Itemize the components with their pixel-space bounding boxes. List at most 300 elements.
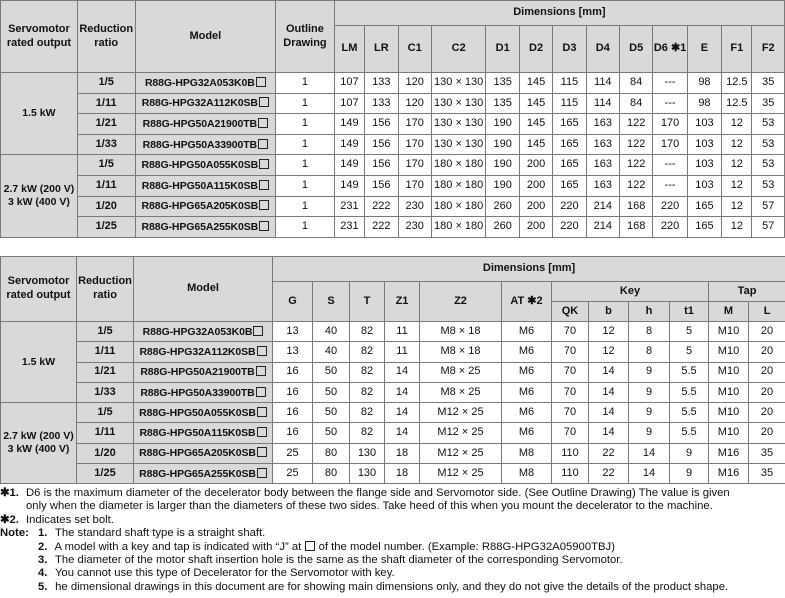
value-cell: 5.5: [670, 382, 709, 402]
value-cell-d2: 200: [519, 217, 552, 238]
value-cell: 35: [749, 464, 785, 484]
value-cell-lm: 107: [334, 93, 364, 114]
value-cell-e: 103: [687, 134, 721, 155]
ratio-cell: 1/21: [77, 114, 135, 135]
header-col-d6-1: D6 ✱1: [653, 26, 687, 73]
value-cell-d6-1: 170: [653, 134, 687, 155]
value-cell-lr: 222: [365, 196, 398, 217]
model-number: R88G-HPG32A053K0B: [144, 76, 255, 89]
value-cell-lr: 222: [365, 217, 398, 238]
value-cell: 11: [385, 342, 420, 362]
table-row: [1, 423, 785, 443]
header-col-d1: D1: [486, 26, 519, 73]
value-cell-d4: 214: [586, 196, 619, 217]
ratio-cell: 1/5: [77, 73, 135, 94]
value-cell-d2: 145: [519, 73, 552, 94]
value-cell: 110: [552, 443, 589, 463]
header-col-f2: F2: [752, 26, 785, 73]
value-cell: 14: [589, 403, 629, 423]
note-4-text: You cannot use this type of Decelerator for the Servomotor with key.: [54, 567, 395, 580]
value-cell-f1: 12: [722, 217, 752, 238]
value-cell: 50: [313, 362, 350, 382]
value-cell: M8: [502, 464, 552, 484]
dimensions-table-1: [0, 0, 785, 238]
placeholder-box-icon: [256, 77, 266, 87]
value-cell: 130: [350, 464, 385, 484]
value-cell-d5: 122: [619, 175, 652, 196]
value-cell: 80: [313, 443, 350, 463]
table-row: [1, 362, 785, 382]
value-cell: 12: [589, 342, 629, 362]
value-cell-d1: 190: [486, 155, 519, 176]
placeholder-box-icon: [257, 447, 267, 457]
value-cell: 11: [385, 322, 420, 342]
value-cell-d2: 200: [519, 175, 552, 196]
value-cell-d1: 190: [486, 114, 519, 135]
value-cell: 16: [273, 403, 313, 423]
value-cell-e: 98: [687, 93, 721, 114]
value-cell-d4: 163: [586, 155, 619, 176]
value-cell-d2: 200: [519, 155, 552, 176]
value-cell-d3: 220: [553, 217, 586, 238]
value-cell-d3: 165: [553, 114, 586, 135]
value-cell: 50: [313, 382, 350, 402]
placeholder-box-icon: [256, 366, 266, 376]
value-cell-lr: 156: [365, 175, 398, 196]
value-cell: 70: [552, 362, 589, 382]
value-cell-f1: 12: [722, 114, 752, 135]
value-cell-c2: 130 × 130: [431, 134, 486, 155]
placeholder-box-icon: [257, 346, 267, 356]
table-row: [1, 342, 785, 362]
value-cell-e: 103: [687, 155, 721, 176]
model-number: R88G-HPG50A115K0SB: [141, 179, 258, 192]
model-cell: [135, 155, 276, 176]
rated-output-cell: 2.7 kW (200 V) 3 kW (400 V): [1, 403, 77, 484]
value-cell-c2: 130 × 130: [431, 114, 486, 135]
value-cell: 14: [629, 443, 670, 463]
value-cell: 5: [670, 322, 709, 342]
value-cell: 22: [589, 443, 629, 463]
table-row: [1, 322, 785, 342]
value-cell: 14: [385, 423, 420, 443]
value-cell-lm: 149: [334, 155, 364, 176]
value-cell: 82: [350, 322, 385, 342]
value-cell-d6-1: 220: [653, 196, 687, 217]
rated-output-cell: 1.5 kW: [1, 322, 77, 403]
model-cell: [134, 423, 273, 443]
value-cell-d3: 165: [553, 134, 586, 155]
value-cell-d5: 122: [619, 114, 652, 135]
value-cell: M8: [502, 443, 552, 463]
value-cell: 82: [350, 423, 385, 443]
ratio-cell: 1/25: [77, 464, 134, 484]
ratio-cell: 1/5: [77, 155, 135, 176]
value-cell: M6: [502, 322, 552, 342]
value-cell-c2: 180 × 180: [431, 196, 486, 217]
value-cell-d6-1: ---: [653, 155, 687, 176]
footnote-2: [0, 514, 785, 527]
value-cell-f1: 12: [722, 175, 752, 196]
value-cell-d4: 214: [586, 217, 619, 238]
value-cell-f2: 53: [752, 134, 785, 155]
value-cell: M12 × 25: [420, 464, 502, 484]
model-number: R88G-HPG65A255K0SB: [141, 220, 259, 233]
footnote-1-mark: ✱1.: [0, 487, 19, 499]
table-row: [1, 114, 785, 135]
value-cell: 22: [589, 464, 629, 484]
value-cell: M8 × 25: [420, 362, 502, 382]
value-cell: 25: [273, 464, 313, 484]
model-number: R88G-HPG50A115K0SB: [139, 427, 256, 440]
outline-drawing-cell: 1: [276, 73, 335, 94]
header-tap: Tap: [709, 282, 785, 302]
value-cell-d2: 200: [519, 196, 552, 217]
value-cell: 16: [273, 362, 313, 382]
placeholder-box-icon: [259, 221, 269, 231]
value-cell-f1: 12.5: [722, 93, 752, 114]
rated-output-cell: 1.5 kW: [1, 73, 78, 155]
value-cell-d4: 114: [586, 93, 619, 114]
outline-drawing-cell: 1: [276, 175, 335, 196]
value-cell: 5: [670, 342, 709, 362]
value-cell: M6: [502, 382, 552, 402]
value-cell: 50: [313, 423, 350, 443]
value-cell: 14: [385, 403, 420, 423]
note-4-mark: 4.: [38, 567, 48, 580]
header-col-d3: D3: [553, 26, 586, 73]
ratio-cell: 1/33: [77, 382, 134, 402]
model-cell: [134, 342, 273, 362]
table-row: [1, 443, 785, 463]
value-cell: 5.5: [670, 362, 709, 382]
outline-drawing-cell: 1: [276, 114, 335, 135]
header-reduction-ratio: Reduction ratio: [77, 1, 135, 73]
value-cell-lm: 231: [334, 196, 364, 217]
value-cell-d5: 168: [619, 217, 652, 238]
value-cell: 70: [552, 382, 589, 402]
header-dimensions: Dimensions [mm]: [334, 1, 784, 26]
model-number: R88G-HPG50A21900TB: [142, 117, 257, 130]
model-cell: [134, 464, 273, 484]
value-cell-d4: 163: [586, 114, 619, 135]
value-cell-d2: 145: [519, 114, 552, 135]
value-cell: M10: [709, 342, 749, 362]
value-cell: 14: [385, 362, 420, 382]
ratio-cell: 1/11: [77, 175, 135, 196]
value-cell: 130: [350, 443, 385, 463]
placeholder-box-icon: [256, 387, 266, 397]
table-row: [1, 403, 785, 423]
value-cell-d3: 165: [553, 155, 586, 176]
header-col-d2: D2: [519, 26, 552, 73]
model-cell: [134, 382, 273, 402]
value-cell-d3: 165: [553, 175, 586, 196]
value-cell: 5.5: [670, 423, 709, 443]
value-cell-f2: 57: [752, 196, 785, 217]
table-row: [1, 382, 785, 402]
outline-drawing-cell: 1: [276, 217, 335, 238]
value-cell-d6-1: ---: [653, 175, 687, 196]
value-cell: M10: [709, 362, 749, 382]
value-cell: M8 × 18: [420, 322, 502, 342]
header-col-at-2: AT ✱2: [502, 282, 552, 322]
ratio-cell: 1/20: [77, 443, 134, 463]
header-col-c1: C1: [398, 26, 431, 73]
model-number: R88G-HPG50A33900TB: [142, 138, 257, 151]
note-1: [0, 527, 785, 540]
value-cell-f1: 12: [722, 134, 752, 155]
placeholder-box-icon: [257, 407, 267, 417]
placeholder-box-icon: [259, 180, 269, 190]
value-cell-d4: 163: [586, 175, 619, 196]
outline-drawing-cell: 1: [276, 134, 335, 155]
ratio-cell: 1/20: [77, 196, 135, 217]
value-cell: 70: [552, 342, 589, 362]
outline-drawing-cell: 1: [276, 155, 335, 176]
value-cell: 9: [670, 443, 709, 463]
outline-drawing-cell: 1: [276, 93, 335, 114]
value-cell-lr: 156: [365, 134, 398, 155]
value-cell-d1: 135: [486, 73, 519, 94]
value-cell: 5.5: [670, 403, 709, 423]
value-cell: 70: [552, 403, 589, 423]
header-col-e: E: [687, 26, 721, 73]
header-col-c2: C2: [431, 26, 486, 73]
footnote-2-text: Indicates set bolt.: [26, 513, 114, 526]
value-cell: 8: [629, 342, 670, 362]
value-cell-c1: 170: [398, 175, 431, 196]
value-cell-f2: 53: [752, 175, 785, 196]
value-cell: M16: [709, 443, 749, 463]
value-cell-f1: 12: [722, 196, 752, 217]
value-cell-lm: 149: [334, 175, 364, 196]
value-cell-d3: 220: [553, 196, 586, 217]
model-number: R88G-HPG50A33900TB: [140, 386, 255, 399]
header-col-d4: D4: [586, 26, 619, 73]
value-cell-d5: 168: [619, 196, 652, 217]
value-cell: 12: [589, 322, 629, 342]
value-cell-d3: 115: [553, 93, 586, 114]
value-cell-c1: 230: [398, 196, 431, 217]
value-cell: M10: [709, 382, 749, 402]
model-number: R88G-HPG65A205K0SB: [139, 447, 256, 460]
footnotes-section: [0, 487, 785, 594]
model-cell: [135, 217, 276, 238]
value-cell: 82: [350, 382, 385, 402]
footnote-1-line-1: D6 is the maximum diameter of the decelerator body between the flange side and Servomotor side. (See Outline Drawing) The value is given: [26, 487, 730, 499]
header-col-lm: LM: [334, 26, 364, 73]
table-row: [1, 464, 785, 484]
model-cell: [134, 403, 273, 423]
value-cell: 20: [749, 382, 785, 402]
value-cell: 14: [589, 423, 629, 443]
value-cell: 110: [552, 464, 589, 484]
value-cell: M8 × 25: [420, 382, 502, 402]
value-cell: M6: [502, 362, 552, 382]
value-cell: M10: [709, 322, 749, 342]
header-key: Key: [552, 282, 709, 302]
table-row: [1, 155, 785, 176]
value-cell-c1: 170: [398, 155, 431, 176]
value-cell-c1: 120: [398, 93, 431, 114]
value-cell: M6: [502, 423, 552, 443]
note-2-mark: 2.: [38, 540, 48, 553]
value-cell: 8: [629, 322, 670, 342]
value-cell-c1: 230: [398, 217, 431, 238]
value-cell: 20: [749, 403, 785, 423]
note-5-text: he dimensional drawings in this document are for showing main dimensions only, and they do not give the details of the product shape.: [55, 580, 729, 593]
header-key-t1: t1: [670, 302, 709, 322]
value-cell-lm: 231: [334, 217, 364, 238]
ratio-cell: 1/5: [77, 322, 134, 342]
model-number: R88G-HPG50A21900TB: [140, 366, 255, 379]
value-cell: 9: [629, 403, 670, 423]
value-cell-d1: 190: [486, 134, 519, 155]
model-cell: [135, 196, 276, 217]
value-cell-d3: 115: [553, 73, 586, 94]
value-cell: 14: [589, 382, 629, 402]
table-row: [1, 217, 785, 238]
note-3-mark: 3.: [38, 554, 48, 567]
header-col-t: T: [350, 282, 385, 322]
model-number: R88G-HPG32A112K0SB: [141, 97, 258, 110]
value-cell: 82: [350, 342, 385, 362]
placeholder-box-icon: [257, 468, 267, 478]
note-1-mark: 1.: [38, 527, 48, 540]
footnote-2-mark: ✱2.: [0, 513, 19, 526]
table-row: [1, 196, 785, 217]
value-cell-f1: 12.5: [722, 73, 752, 94]
table-row: [1, 93, 785, 114]
value-cell-lm: 107: [334, 73, 364, 94]
value-cell-d6-1: 170: [653, 114, 687, 135]
note-2-text-before: A model with a key and tap is indicated with “J” at: [54, 540, 302, 553]
note-3: [0, 554, 785, 567]
header-tap-l: L: [749, 302, 785, 322]
value-cell-e: 103: [687, 114, 721, 135]
value-cell-e: 165: [687, 217, 721, 238]
table-row: [1, 134, 785, 155]
value-cell: M6: [502, 342, 552, 362]
header-model: Model: [134, 257, 273, 322]
value-cell-c1: 170: [398, 114, 431, 135]
value-cell: M10: [709, 423, 749, 443]
value-cell: M12 × 25: [420, 423, 502, 443]
placeholder-box-icon: [259, 200, 269, 210]
header-col-d5: D5: [619, 26, 652, 73]
placeholder-box-icon: [259, 159, 269, 169]
model-cell: [135, 114, 276, 135]
model-number: R88G-HPG50A055K0SB: [139, 406, 256, 419]
value-cell-d2: 145: [519, 134, 552, 155]
placeholder-box-icon: [259, 97, 269, 107]
ratio-cell: 1/11: [77, 342, 134, 362]
value-cell: 80: [313, 464, 350, 484]
value-cell: 20: [749, 423, 785, 443]
value-cell: 25: [273, 443, 313, 463]
value-cell: 70: [552, 423, 589, 443]
value-cell: 40: [313, 342, 350, 362]
value-cell: M10: [709, 403, 749, 423]
ratio-cell: 1/5: [77, 403, 134, 423]
value-cell: 9: [629, 362, 670, 382]
note-5-mark: 5.: [38, 580, 48, 593]
header-key-h: h: [629, 302, 670, 322]
header-col-lr: LR: [365, 26, 398, 73]
value-cell-d4: 163: [586, 134, 619, 155]
model-cell: [134, 443, 273, 463]
model-number: R88G-HPG32A053K0B: [142, 325, 253, 338]
ratio-cell: 1/33: [77, 134, 135, 155]
value-cell: 35: [749, 443, 785, 463]
value-cell-lm: 149: [334, 114, 364, 135]
value-cell: M12 × 25: [420, 403, 502, 423]
value-cell-lr: 133: [365, 73, 398, 94]
model-number: R88G-HPG65A255K0SB: [139, 467, 256, 480]
header-dimensions: Dimensions [mm]: [273, 257, 785, 282]
header-model: Model: [135, 1, 276, 73]
value-cell-e: 98: [687, 73, 721, 94]
value-cell-c2: 180 × 180: [431, 217, 486, 238]
value-cell: 18: [385, 464, 420, 484]
note-3-text: The diameter of the motor shaft insertion hole is the same as the shaft diameter of the corresponding Servomotor.: [54, 554, 623, 567]
value-cell: M8 × 18: [420, 342, 502, 362]
model-cell: [135, 73, 276, 94]
value-cell-c1: 120: [398, 73, 431, 94]
value-cell-lr: 133: [365, 93, 398, 114]
value-cell: 9: [670, 464, 709, 484]
value-cell-d6-1: ---: [653, 73, 687, 94]
placeholder-box-icon: [305, 541, 315, 551]
value-cell-d5: 122: [619, 155, 652, 176]
value-cell-d1: 135: [486, 93, 519, 114]
value-cell-e: 165: [687, 196, 721, 217]
header-key-qk: QK: [552, 302, 589, 322]
note-2-text-after: of the model number. (Example: R88G-HPG32A05900TBJ): [318, 540, 615, 553]
ratio-cell: 1/25: [77, 217, 135, 238]
value-cell-d1: 260: [486, 196, 519, 217]
value-cell-d6-1: 220: [653, 217, 687, 238]
value-cell-lr: 156: [365, 114, 398, 135]
table-row: [1, 73, 785, 94]
value-cell-d2: 145: [519, 93, 552, 114]
header-rated-output: Servomotor rated output: [1, 1, 78, 73]
placeholder-box-icon: [258, 118, 268, 128]
value-cell-c2: 180 × 180: [431, 175, 486, 196]
outline-drawing-cell: 1: [276, 196, 335, 217]
header-col-g: G: [273, 282, 313, 322]
value-cell: M12 × 25: [420, 443, 502, 463]
header-tap-m: M: [709, 302, 749, 322]
note-1-text: The standard shaft type is a straight shaft.: [54, 527, 266, 540]
model-number: R88G-HPG50A055K0SB: [141, 159, 259, 172]
value-cell-c2: 130 × 130: [431, 73, 486, 94]
value-cell-lm: 149: [334, 134, 364, 155]
value-cell: 82: [350, 362, 385, 382]
placeholder-box-icon: [257, 427, 267, 437]
model-cell: [135, 93, 276, 114]
header-reduction-ratio: Reduction ratio: [77, 257, 134, 322]
value-cell-d5: 122: [619, 134, 652, 155]
placeholder-box-icon: [253, 326, 263, 336]
header-col-z1: Z1: [385, 282, 420, 322]
value-cell: M16: [709, 464, 749, 484]
value-cell: 16: [273, 423, 313, 443]
value-cell: 20: [749, 322, 785, 342]
model-cell: [134, 322, 273, 342]
value-cell: 70: [552, 322, 589, 342]
